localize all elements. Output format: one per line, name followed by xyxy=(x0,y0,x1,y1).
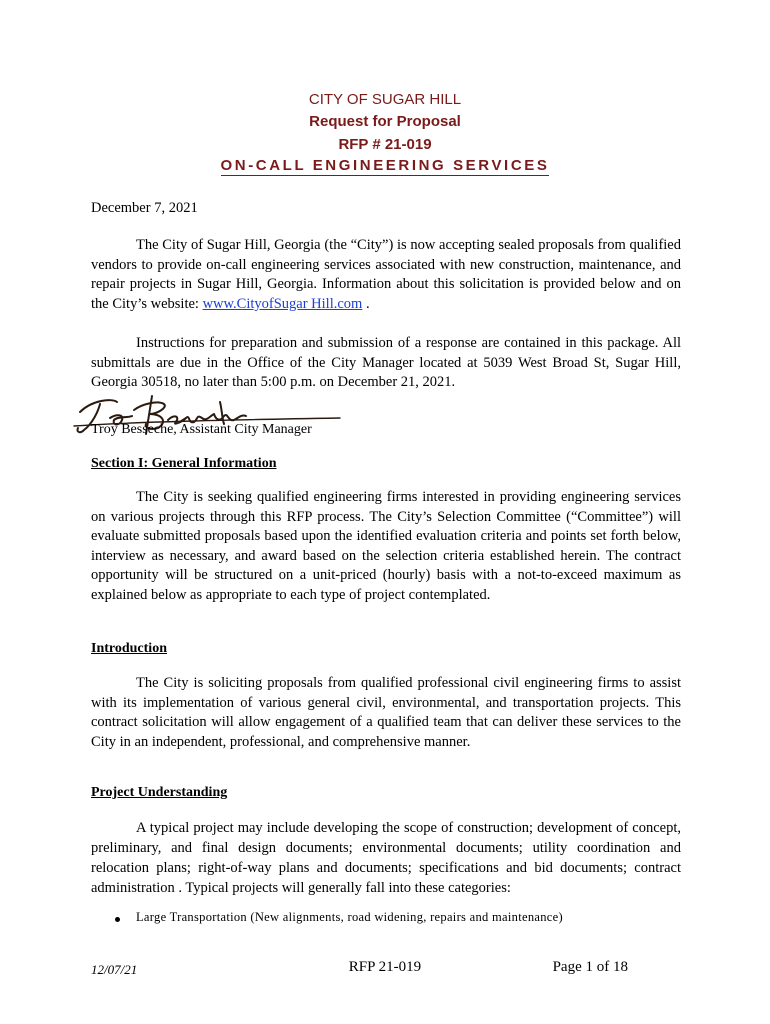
intro-text-end: . xyxy=(362,295,370,312)
footer-rfp: RFP 21-019 xyxy=(348,959,422,975)
document-date: December 7, 2021 xyxy=(91,200,198,216)
city-name: CITY OF SUGAR HILL xyxy=(308,91,462,108)
service-title-text: ON-CALL ENGINEERING SERVICES xyxy=(220,157,550,174)
bullet-icon xyxy=(115,917,120,922)
intro-text: The City of Sugar Hill, Georgia (the “City”) is now accepting sealed proposals from qualified vendors to provide on-call engineering services associated with new construction, maintenance, and repair projects in Sugar Hill, Georgia. Information about this solicitation is provided below and on the City’s website: xyxy=(91,237,681,312)
introduction-paragraph: The City is soliciting proposals from qualified professional civil engineering firms to assist with its implementation of various general civil, environmental, and transportation projects. This contract solicitation will allow engagement of a qualified team that can deliver these services to the City in an independent, professional, and comprehensive manner. xyxy=(91,675,681,750)
section-heading-introduction: Introduction xyxy=(91,641,167,656)
list-item: Large Transportation (New alignments, road widening, repairs and maintenance) xyxy=(136,910,563,924)
rfp-number: RFP # 21-019 xyxy=(338,136,432,153)
document-type: Request for Proposal xyxy=(309,113,461,130)
instructions-paragraph: Instructions for preparation and submission of a response are contained in this package. All submittals are due in the Office of the City Manager located at 5039 West Broad St, Sugar Hill, Georgia 30518, no later than 5:00 p.m. on December 21, 2021. xyxy=(91,335,681,391)
footer-page-number: Page 1 of 18 xyxy=(552,959,628,975)
footer-date: 12/07/21 xyxy=(91,962,138,977)
service-title xyxy=(0,157,770,174)
section-heading-general-information: Section I: General Information xyxy=(91,456,277,471)
section-heading-project-understanding: Project Understanding xyxy=(91,785,228,800)
website-link[interactable]: www.CityofSugar Hill.com xyxy=(202,295,363,312)
intro-paragraph xyxy=(91,236,681,314)
project-understanding-paragraph: A typical project may include developing the scope of construction; development of concept, preliminary, and final design documents; environmental documents; utility coordination and relocation plans; right-of-way plans and documents; specifications and bid documents; contract administration . Typical projects will generally fall into these categories: xyxy=(91,820,681,896)
general-information-paragraph: The City is seeking qualified engineering firms interested in providing engineering services on various projects through this RFP process. The City’s Selection Committee (“Committee”) will evaluate submitted proposals based upon the identified evaluation criteria and points set forth below, interview as necessary, and award based on the selection criteria established herein. The contract opportunity will be structured on a unit-priced (hourly) basis with a not-to-exceed maximum as explained below as appropriate to each type of project contemplated. xyxy=(91,489,681,603)
signer-name: Troy Besseche, Assistant City Manager xyxy=(91,422,312,437)
